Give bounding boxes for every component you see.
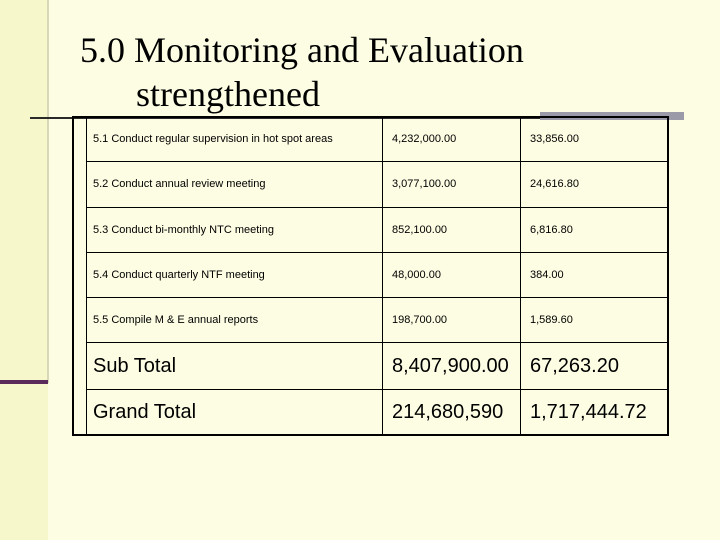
amount-usd-cell: 24,616.80 [521, 162, 669, 207]
amount-usd-cell: 33,856.00 [521, 117, 669, 162]
table-row [87, 298, 669, 343]
grand-total-label: Grand Total [87, 389, 383, 435]
amount-usd-cell: 6,816.80 [521, 207, 669, 252]
amount-cell: 852,100.00 [383, 207, 521, 252]
amount-usd-cell: 384.00 [521, 252, 669, 297]
activity-cell: 5.5 Compile M & E annual reports [87, 298, 383, 343]
table-row [87, 117, 669, 162]
sub-total-row [87, 343, 669, 389]
budget-table [86, 116, 669, 436]
amount-cell: 198,700.00 [383, 298, 521, 343]
table-row [87, 207, 669, 252]
activity-cell: 5.1 Conduct regular supervision in hot spot areas [87, 117, 383, 162]
amount-cell: 3,077,100.00 [383, 162, 521, 207]
slide-title-line1: 5.0 Monitoring and Evaluation [80, 30, 524, 70]
amount-usd-cell: 1,589.60 [521, 298, 669, 343]
slide-title [80, 28, 700, 116]
amount-cell: 4,232,000.00 [383, 117, 521, 162]
grand-total-amount-usd: 1,717,444.72 [521, 389, 669, 435]
grand-total-row [87, 389, 669, 435]
sub-total-amount-usd: 67,263.20 [521, 343, 669, 389]
sub-total-amount: 8,407,900.00 [383, 343, 521, 389]
left-decor-accent [0, 380, 48, 384]
activity-cell: 5.4 Conduct quarterly NTF meeting [87, 252, 383, 297]
amount-cell: 48,000.00 [383, 252, 521, 297]
table-row [87, 162, 669, 207]
left-decor-band [0, 0, 48, 540]
left-decor-line [47, 0, 49, 383]
table-row [87, 252, 669, 297]
grand-total-amount: 214,680,590 [383, 389, 521, 435]
slide-title-line2: strengthened [136, 74, 320, 114]
activity-cell: 5.3 Conduct bi-monthly NTC meeting [87, 207, 383, 252]
sub-total-label: Sub Total [87, 343, 383, 389]
activity-cell: 5.2 Conduct annual review meeting [87, 162, 383, 207]
